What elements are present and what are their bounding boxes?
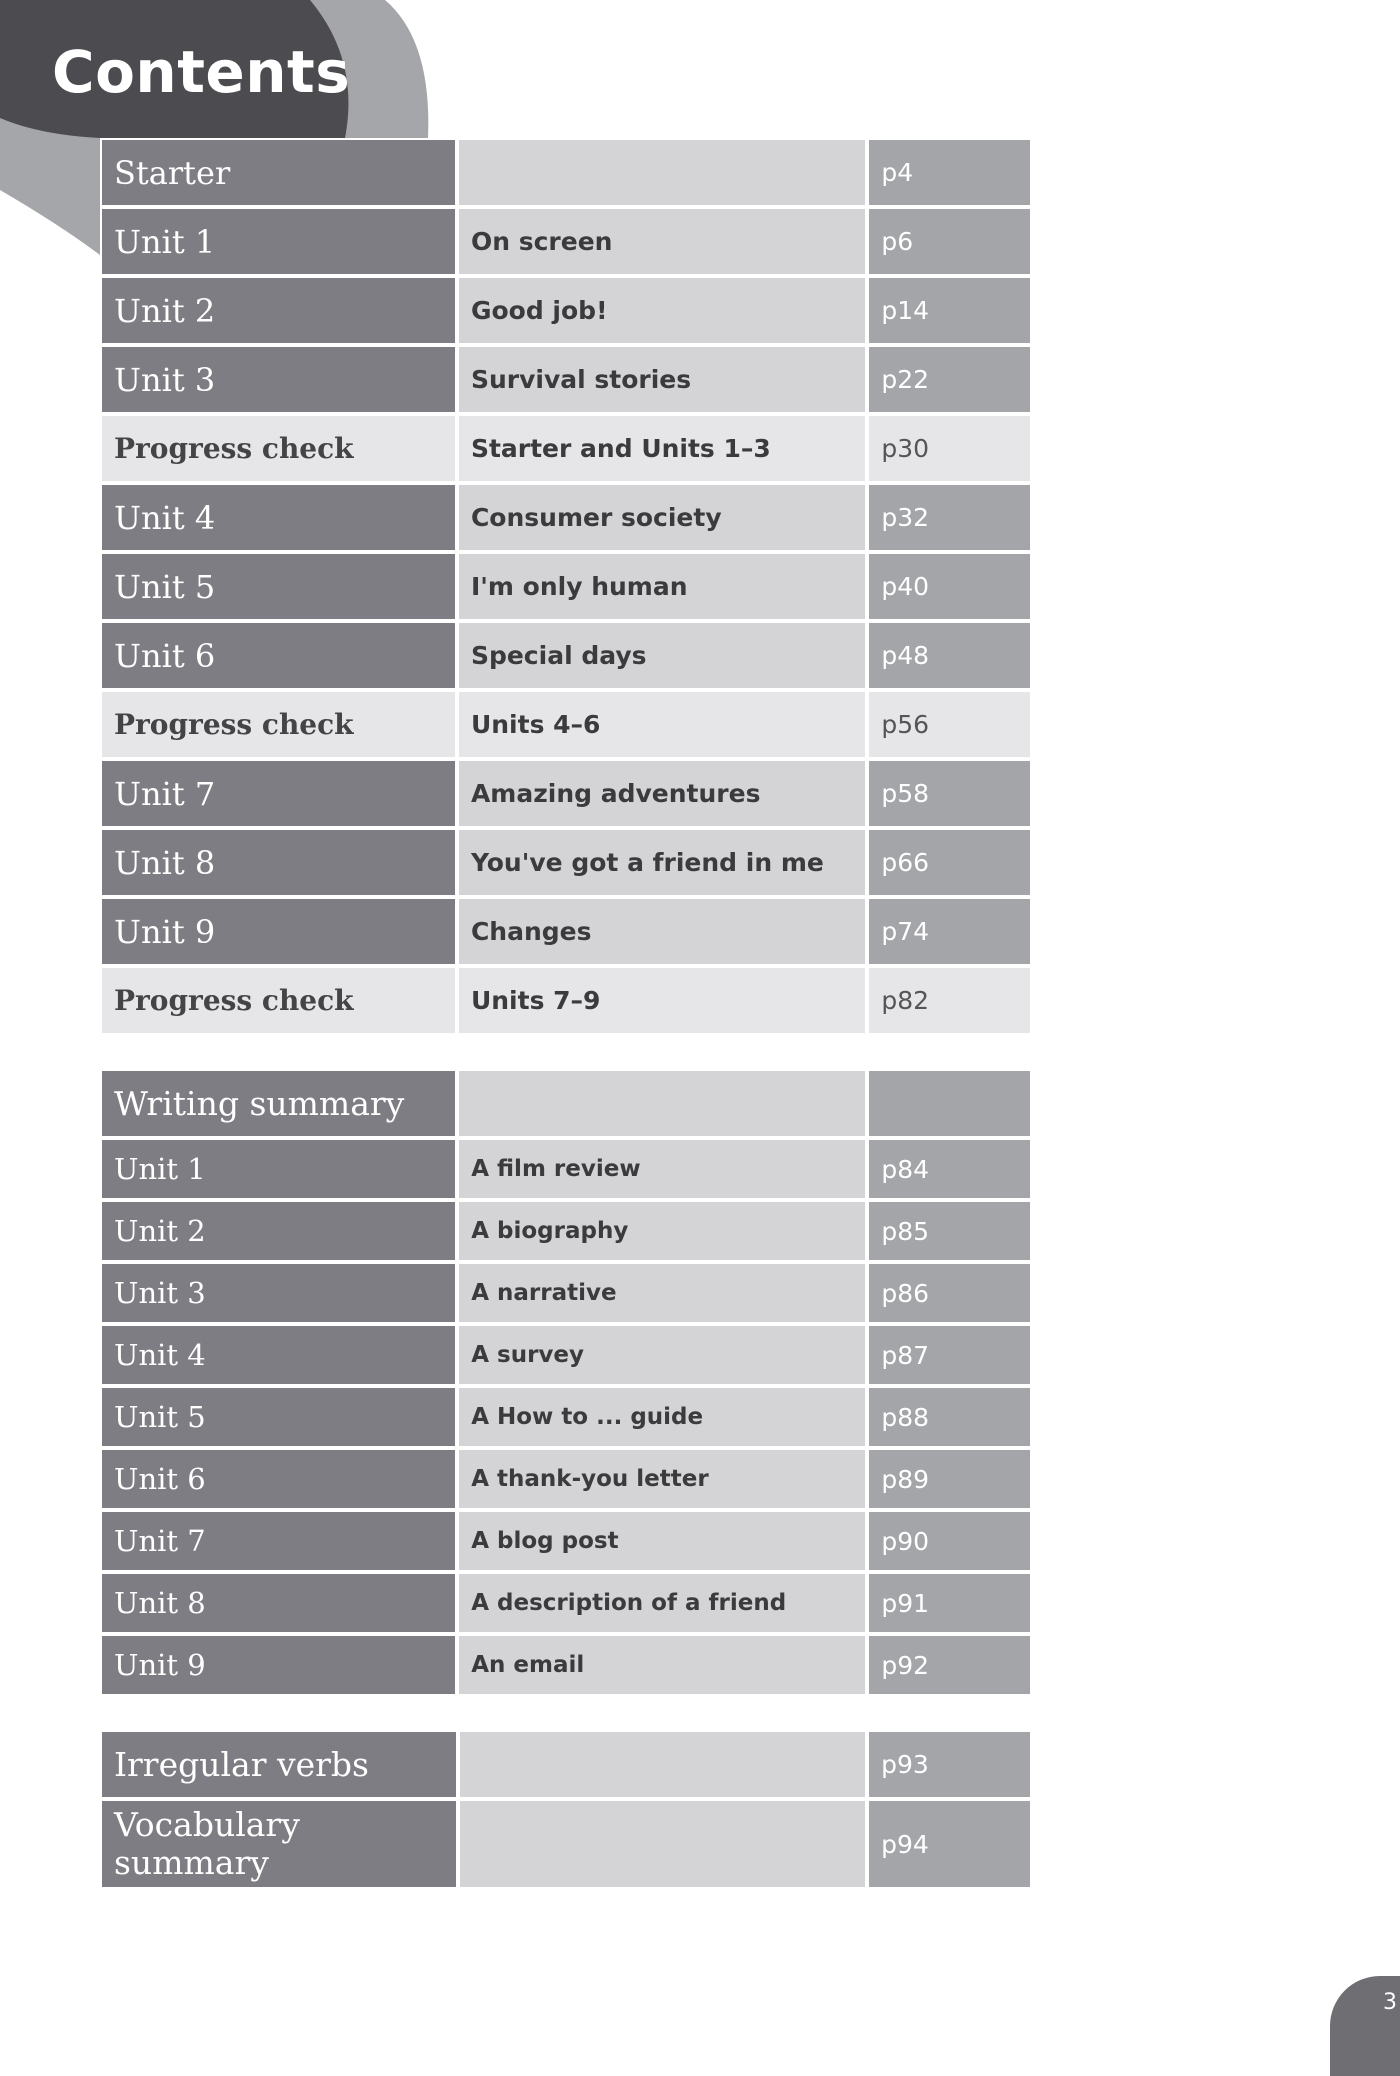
writing-topic: A film review bbox=[459, 1140, 865, 1198]
toc-row[interactable] bbox=[102, 830, 1030, 895]
unit-label: Unit 3 bbox=[102, 347, 455, 412]
toc-row[interactable] bbox=[102, 761, 1030, 826]
empty-cell bbox=[460, 1732, 865, 1797]
page-ref: p32 bbox=[869, 485, 1030, 550]
appendix-row[interactable] bbox=[102, 1732, 1030, 1797]
unit-label: Unit 9 bbox=[102, 1636, 455, 1694]
writing-row[interactable] bbox=[102, 1450, 1030, 1508]
unit-topic: Consumer society bbox=[459, 485, 865, 550]
page-ref: p90 bbox=[869, 1512, 1030, 1570]
toc-row[interactable] bbox=[102, 209, 1030, 274]
writing-topic: A biography bbox=[459, 1202, 865, 1260]
unit-topic: Units 4–6 bbox=[459, 692, 865, 757]
empty-cell bbox=[459, 1071, 865, 1136]
toc-row[interactable] bbox=[102, 623, 1030, 688]
unit-topic: Amazing adventures bbox=[459, 761, 865, 826]
unit-topic: I'm only human bbox=[459, 554, 865, 619]
unit-label: Unit 9 bbox=[102, 899, 455, 964]
unit-topic: Special days bbox=[459, 623, 865, 688]
unit-topic: Survival stories bbox=[459, 347, 865, 412]
unit-label: Unit 4 bbox=[102, 485, 455, 550]
page-ref: p6 bbox=[869, 209, 1030, 274]
progress-check-row[interactable] bbox=[102, 968, 1030, 1033]
page-ref: p87 bbox=[869, 1326, 1030, 1384]
page-ref: p14 bbox=[869, 278, 1030, 343]
unit-label: Progress check bbox=[102, 968, 455, 1033]
unit-label: Unit 7 bbox=[102, 761, 455, 826]
unit-topic: Starter and Units 1–3 bbox=[459, 416, 865, 481]
unit-label: Unit 2 bbox=[102, 1202, 455, 1260]
page-ref: p66 bbox=[869, 830, 1030, 895]
writing-summary-header bbox=[102, 1071, 1030, 1136]
section-heading: Writing summary bbox=[102, 1071, 455, 1136]
toc-row[interactable] bbox=[102, 140, 1030, 205]
unit-topic: You've got a friend in me bbox=[459, 830, 865, 895]
page-ref: p85 bbox=[869, 1202, 1030, 1260]
page-number: 3 bbox=[1383, 1990, 1397, 2015]
writing-row[interactable] bbox=[102, 1574, 1030, 1632]
writing-row[interactable] bbox=[102, 1512, 1030, 1570]
progress-check-row[interactable] bbox=[102, 692, 1030, 757]
writing-topic: A blog post bbox=[459, 1512, 865, 1570]
unit-label: Starter bbox=[102, 140, 455, 205]
unit-label: Progress check bbox=[102, 416, 455, 481]
unit-topic: Changes bbox=[459, 899, 865, 964]
page-ref: p84 bbox=[869, 1140, 1030, 1198]
unit-label: Progress check bbox=[102, 692, 455, 757]
page-ref: p82 bbox=[869, 968, 1030, 1033]
page-ref: p56 bbox=[869, 692, 1030, 757]
page-ref: p93 bbox=[869, 1732, 1030, 1797]
writing-topic: An email bbox=[459, 1636, 865, 1694]
toc-row[interactable] bbox=[102, 278, 1030, 343]
unit-label: Unit 5 bbox=[102, 554, 455, 619]
appendix-label: Vocabulary summary bbox=[102, 1801, 456, 1887]
unit-topic: Units 7–9 bbox=[459, 968, 865, 1033]
page-ref: p88 bbox=[869, 1388, 1030, 1446]
page-ref: p40 bbox=[869, 554, 1030, 619]
units-table bbox=[98, 136, 1034, 1037]
writing-topic: A description of a friend bbox=[459, 1574, 865, 1632]
toc-row[interactable] bbox=[102, 899, 1030, 964]
empty-cell bbox=[460, 1801, 865, 1887]
unit-label: Unit 3 bbox=[102, 1264, 455, 1322]
appendix-label: Irregular verbs bbox=[102, 1732, 456, 1797]
unit-topic: Good job! bbox=[459, 278, 865, 343]
page-ref: p22 bbox=[869, 347, 1030, 412]
progress-check-row[interactable] bbox=[102, 416, 1030, 481]
appendix-row[interactable] bbox=[102, 1801, 1030, 1887]
unit-label: Unit 7 bbox=[102, 1512, 455, 1570]
writing-topic: A survey bbox=[459, 1326, 865, 1384]
appendix-table bbox=[98, 1728, 1034, 1891]
writing-row[interactable] bbox=[102, 1326, 1030, 1384]
toc-row[interactable] bbox=[102, 485, 1030, 550]
unit-label: Unit 8 bbox=[102, 830, 455, 895]
writing-row[interactable] bbox=[102, 1388, 1030, 1446]
writing-row[interactable] bbox=[102, 1264, 1030, 1322]
toc-row[interactable] bbox=[102, 347, 1030, 412]
page-ref: p4 bbox=[869, 140, 1030, 205]
toc-row[interactable] bbox=[102, 554, 1030, 619]
unit-label: Unit 2 bbox=[102, 278, 455, 343]
writing-topic: A How to ... guide bbox=[459, 1388, 865, 1446]
page-ref: p48 bbox=[869, 623, 1030, 688]
writing-summary-table bbox=[98, 1067, 1034, 1698]
empty-cell bbox=[869, 1071, 1030, 1136]
page-ref: p89 bbox=[869, 1450, 1030, 1508]
unit-label: Unit 6 bbox=[102, 1450, 455, 1508]
unit-topic bbox=[459, 140, 865, 205]
page-ref: p92 bbox=[869, 1636, 1030, 1694]
page-ref: p94 bbox=[869, 1801, 1030, 1887]
page-ref: p74 bbox=[869, 899, 1030, 964]
page-ref: p58 bbox=[869, 761, 1030, 826]
writing-topic: A thank-you letter bbox=[459, 1450, 865, 1508]
unit-label: Unit 6 bbox=[102, 623, 455, 688]
unit-label: Unit 5 bbox=[102, 1388, 455, 1446]
unit-label: Unit 8 bbox=[102, 1574, 455, 1632]
writing-row[interactable] bbox=[102, 1636, 1030, 1694]
page-ref: p30 bbox=[869, 416, 1030, 481]
writing-topic: A narrative bbox=[459, 1264, 865, 1322]
writing-row[interactable] bbox=[102, 1202, 1030, 1260]
page-title: Contents bbox=[52, 38, 351, 106]
unit-topic: On screen bbox=[459, 209, 865, 274]
unit-label: Unit 4 bbox=[102, 1326, 455, 1384]
page-ref: p91 bbox=[869, 1574, 1030, 1632]
page-ref: p86 bbox=[869, 1264, 1030, 1322]
unit-label: Unit 1 bbox=[102, 209, 455, 274]
unit-label: Unit 1 bbox=[102, 1140, 455, 1198]
writing-row[interactable] bbox=[102, 1140, 1030, 1198]
